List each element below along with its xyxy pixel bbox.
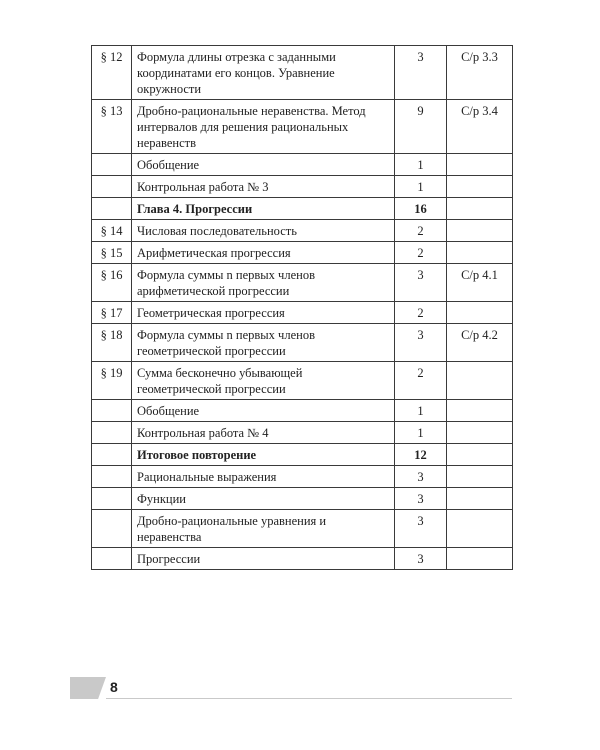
work-cell: [447, 362, 513, 400]
work-cell: [447, 466, 513, 488]
section-cell: § 12: [92, 46, 132, 100]
table-row: [92, 324, 513, 362]
hours-cell: 2: [395, 302, 447, 324]
work-cell: [447, 242, 513, 264]
table-row: [92, 302, 513, 324]
table-row: [92, 242, 513, 264]
section-cell: § 16: [92, 264, 132, 302]
work-cell: [447, 198, 513, 220]
table-row: [92, 154, 513, 176]
table-row: [92, 548, 513, 570]
table-row: [92, 400, 513, 422]
hours-cell: 2: [395, 220, 447, 242]
work-cell: [447, 444, 513, 466]
hours-cell: 1: [395, 176, 447, 198]
section-cell: [92, 548, 132, 570]
topic-cell: Формула суммы n первых членов геометрической прогрессии: [132, 324, 395, 362]
hours-cell: 3: [395, 466, 447, 488]
topic-cell: Сумма бесконечно убывающей геометрической прогрессии: [132, 362, 395, 400]
table-row: [92, 198, 513, 220]
topic-cell: Геометрическая прогрессия: [132, 302, 395, 324]
topic-cell: Контрольная работа № 4: [132, 422, 395, 444]
hours-cell: 1: [395, 422, 447, 444]
hours-cell: 16: [395, 198, 447, 220]
work-cell: [447, 400, 513, 422]
hours-cell: 3: [395, 264, 447, 302]
hours-cell: 3: [395, 324, 447, 362]
hours-cell: 12: [395, 444, 447, 466]
page-tab-decoration: [70, 677, 106, 699]
hours-cell: 3: [395, 46, 447, 100]
table-row: [92, 510, 513, 548]
lesson-plan-table: [91, 45, 513, 570]
table-row: [92, 264, 513, 302]
topic-cell: Дробно-рациональные неравенства. Метод интервалов для решения рациональных неравенств: [132, 100, 395, 154]
hours-cell: 1: [395, 154, 447, 176]
table-row: [92, 488, 513, 510]
topic-cell: Обобщение: [132, 400, 395, 422]
section-cell: § 17: [92, 302, 132, 324]
hours-cell: 9: [395, 100, 447, 154]
table-row: [92, 422, 513, 444]
section-cell: [92, 466, 132, 488]
work-cell: С/р 3.3: [447, 46, 513, 100]
section-cell: § 13: [92, 100, 132, 154]
page-number: 8: [110, 679, 118, 695]
table-row: [92, 466, 513, 488]
table-row: [92, 176, 513, 198]
work-cell: [447, 510, 513, 548]
work-cell: [447, 548, 513, 570]
work-cell: [447, 488, 513, 510]
hours-cell: 2: [395, 362, 447, 400]
hours-cell: 3: [395, 510, 447, 548]
topic-cell: Глава 4. Прогрессии: [132, 198, 395, 220]
work-cell: С/р 4.2: [447, 324, 513, 362]
work-cell: С/р 3.4: [447, 100, 513, 154]
section-cell: [92, 400, 132, 422]
section-cell: [92, 488, 132, 510]
hours-cell: 3: [395, 548, 447, 570]
topic-cell: Формула длины отрезка с заданными координатами его концов. Уравнение окружности: [132, 46, 395, 100]
table-row: [92, 220, 513, 242]
work-cell: [447, 302, 513, 324]
section-cell: § 18: [92, 324, 132, 362]
table-row: [92, 362, 513, 400]
hours-cell: 3: [395, 488, 447, 510]
topic-cell: Функции: [132, 488, 395, 510]
table-row: [92, 444, 513, 466]
hours-cell: 2: [395, 242, 447, 264]
topic-cell: Обобщение: [132, 154, 395, 176]
section-cell: § 14: [92, 220, 132, 242]
topic-cell: Арифметическая прогрессия: [132, 242, 395, 264]
table-row: [92, 100, 513, 154]
work-cell: [447, 422, 513, 444]
topic-cell: Итоговое повторение: [132, 444, 395, 466]
work-cell: С/р 4.1: [447, 264, 513, 302]
table-row: [92, 46, 513, 100]
topic-cell: Прогрессии: [132, 548, 395, 570]
section-cell: [92, 154, 132, 176]
work-cell: [447, 154, 513, 176]
section-cell: § 19: [92, 362, 132, 400]
work-cell: [447, 176, 513, 198]
work-cell: [447, 220, 513, 242]
section-cell: [92, 198, 132, 220]
lesson-plan-body: [92, 46, 513, 570]
section-cell: [92, 176, 132, 198]
topic-cell: Рациональные выражения: [132, 466, 395, 488]
footer-rule: [106, 698, 512, 699]
topic-cell: Числовая последовательность: [132, 220, 395, 242]
section-cell: [92, 510, 132, 548]
topic-cell: Формула суммы n первых членов арифметической прогрессии: [132, 264, 395, 302]
hours-cell: 1: [395, 400, 447, 422]
topic-cell: Контрольная работа № 3: [132, 176, 395, 198]
section-cell: § 15: [92, 242, 132, 264]
topic-cell: Дробно-рациональные уравнения и неравенства: [132, 510, 395, 548]
section-cell: [92, 422, 132, 444]
section-cell: [92, 444, 132, 466]
